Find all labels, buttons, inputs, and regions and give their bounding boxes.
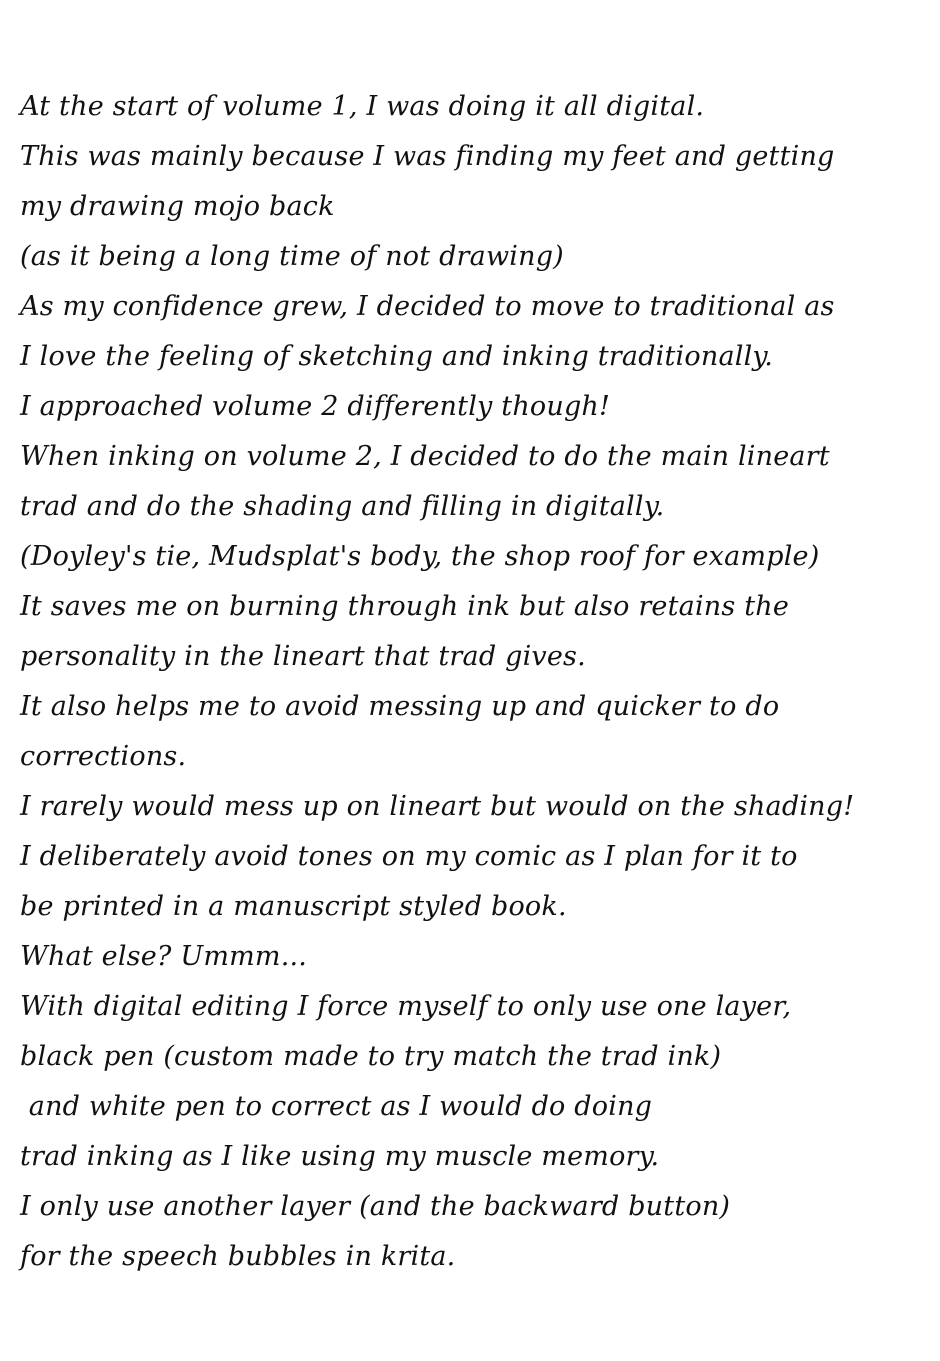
note-line: be printed in a manuscript styled book.	[20, 891, 567, 922]
note-line: my drawing mojo back	[20, 191, 335, 222]
note-line: trad inking as I like using my muscle memory.	[20, 1141, 660, 1172]
note-line: It also helps me to avoid messing up and quicker to do	[20, 691, 780, 722]
note-line: I love the feeling of sketching and inking traditionally.	[20, 341, 774, 372]
note-line: I approached volume 2 differently though!	[20, 391, 611, 422]
note-line: This was mainly because I was finding my feet and getting	[20, 141, 835, 172]
note-line: I only use another layer (and the backward button)	[20, 1191, 731, 1222]
note-line: At the start of volume 1, I was doing it all digital.	[20, 91, 705, 122]
note-line: I rarely would mess up on lineart but would on the shading!	[20, 791, 855, 822]
note-line: black pen (custom made to try match the trad ink)	[20, 1041, 722, 1072]
note-line: When inking on volume 2, I decided to do the main lineart	[20, 441, 830, 472]
note-text-block	[20, 82, 925, 1282]
note-line: trad and do the shading and filling in digitally.	[20, 491, 665, 522]
note-line: for the speech bubbles in krita.	[20, 1241, 456, 1272]
note-line: It saves me on burning through ink but also retains the	[20, 591, 790, 622]
note-line: (Doyley's tie, Mudsplat's body, the shop roof for example)	[20, 541, 820, 572]
note-line: personality in the lineart that trad gives.	[20, 641, 586, 672]
note-line: I deliberately avoid tones on my comic as I plan for it to	[20, 841, 798, 872]
note-line: and white pen to correct as I would do doing	[20, 1091, 653, 1122]
note-line: What else? Ummm...	[20, 941, 308, 972]
note-line: (as it being a long time of not drawing)	[20, 241, 564, 272]
note-line: With digital editing I force myself to only use one layer,	[20, 991, 792, 1022]
note-line: corrections.	[20, 741, 187, 772]
note-line: As my confidence grew, I decided to move to traditional as	[20, 291, 835, 322]
